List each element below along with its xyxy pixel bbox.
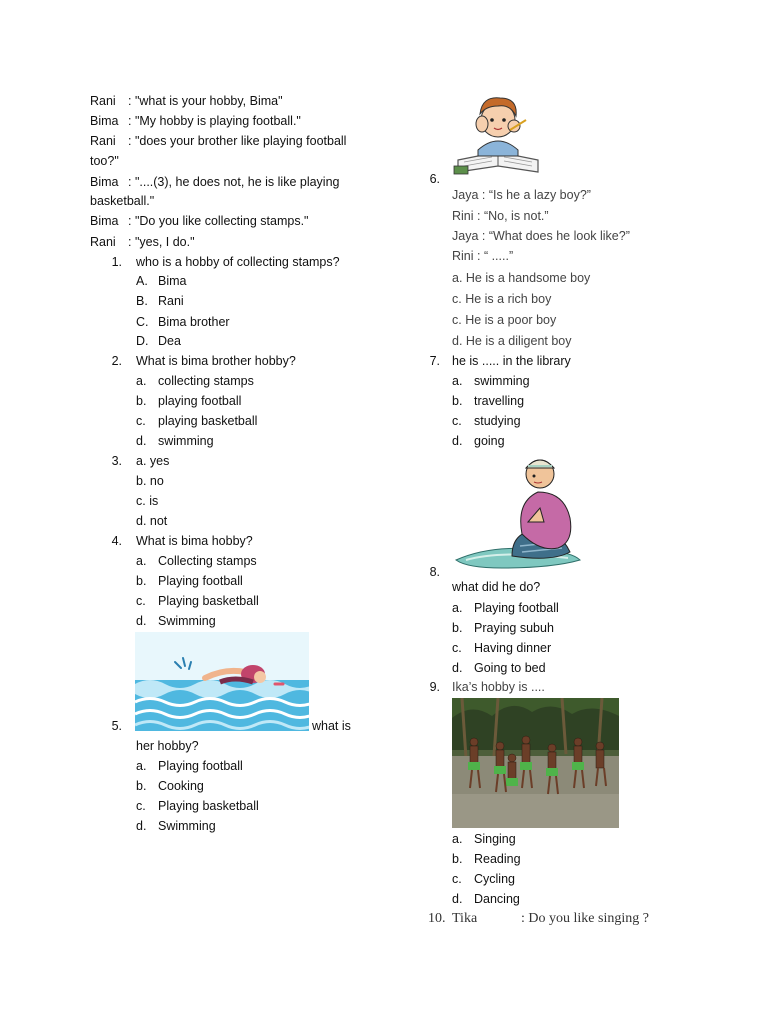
option: a. collecting stamps bbox=[136, 374, 254, 388]
option: c. Playing basketball bbox=[136, 594, 259, 608]
option: c. is bbox=[136, 494, 159, 508]
option: a. He is a handsome boy bbox=[452, 271, 591, 285]
question-text: what did he do? bbox=[452, 580, 541, 594]
studying-boy-image bbox=[452, 90, 544, 178]
question-text: Ika’s hobby is .... bbox=[452, 680, 545, 694]
option: a. Singing bbox=[452, 832, 516, 846]
option: c. playing basketball bbox=[136, 414, 258, 428]
option: a. Playing football bbox=[452, 601, 559, 615]
dialog-line: Rani : "does your brother like playing football bbox=[90, 134, 347, 148]
question-number: 2. bbox=[111, 354, 122, 368]
dialog-line: too?" bbox=[90, 154, 119, 168]
option: d. Swimming bbox=[136, 614, 216, 628]
option: D. Dea bbox=[136, 334, 181, 348]
question-number: 6. bbox=[429, 172, 440, 186]
option: C. Bima brother bbox=[136, 315, 230, 329]
option: A. Bima bbox=[136, 274, 187, 288]
option: c. Having dinner bbox=[452, 641, 552, 655]
praying-boy-image bbox=[452, 452, 582, 570]
option: b. playing football bbox=[136, 394, 242, 408]
dancing-photo-image bbox=[452, 698, 619, 828]
option: c. Playing basketball bbox=[136, 799, 259, 813]
option: b. Praying subuh bbox=[452, 621, 554, 635]
question-number: 8. bbox=[429, 565, 440, 579]
option: d. not bbox=[136, 514, 168, 528]
option: d. Going to bed bbox=[452, 661, 546, 675]
option: d. swimming bbox=[136, 434, 214, 448]
dialog-line: Jaya : “What does he look like?” bbox=[452, 229, 630, 243]
option: d. going bbox=[452, 434, 505, 448]
option: a. Playing football bbox=[136, 759, 243, 773]
option: a. Collecting stamps bbox=[136, 554, 257, 568]
option: b. Reading bbox=[452, 852, 521, 866]
question-text: : Do you like singing ? bbox=[521, 911, 649, 926]
question-text: what is bbox=[312, 719, 351, 733]
question-text: What is bima brother hobby? bbox=[136, 354, 296, 368]
option: c. Cycling bbox=[452, 872, 515, 886]
swimmer-illustration bbox=[135, 632, 309, 731]
dialog-line: Rini : “No, is not.” bbox=[452, 209, 549, 223]
option: B. Rani bbox=[136, 294, 184, 308]
option: d. He is a diligent boy bbox=[452, 334, 572, 348]
question-text: her hobby? bbox=[136, 739, 199, 753]
dialog-line: Rini : “ .....” bbox=[452, 249, 514, 263]
question-number: 10. bbox=[428, 911, 446, 926]
dialog-line: Bima : "Do you like collecting stamps." bbox=[90, 214, 309, 228]
option: a. swimming bbox=[452, 374, 530, 388]
question-number: 7. bbox=[429, 354, 440, 368]
option: b. Playing football bbox=[136, 574, 243, 588]
studying-boy-illustration bbox=[452, 90, 544, 178]
question-number: 9. bbox=[429, 680, 440, 694]
dialog-line: Rani : "yes, I do." bbox=[90, 235, 195, 249]
option: c. He is a rich boy bbox=[452, 292, 552, 306]
speaker-name: Tika bbox=[452, 911, 478, 926]
question-number: 3. bbox=[111, 454, 122, 468]
dialog-line: Bima : "....(3), he does not, he is like playing bbox=[90, 175, 340, 189]
option: c. He is a poor boy bbox=[452, 313, 557, 327]
question-text: he is ..... in the library bbox=[452, 354, 571, 368]
question-text: who is a hobby of collecting stamps? bbox=[136, 255, 340, 269]
option: b. travelling bbox=[452, 394, 525, 408]
dialog-line: basketball." bbox=[90, 194, 155, 208]
question-text: What is bima hobby? bbox=[136, 534, 253, 548]
question-number: 4. bbox=[111, 534, 122, 548]
question-number: 1. bbox=[111, 255, 122, 269]
option: c. studying bbox=[452, 414, 521, 428]
praying-boy-illustration bbox=[452, 452, 582, 570]
option: b. no bbox=[136, 474, 164, 488]
question-number: 5. bbox=[111, 719, 122, 733]
option: a. yes bbox=[136, 454, 170, 468]
option: d. Swimming bbox=[136, 819, 216, 833]
option: b. Cooking bbox=[136, 779, 204, 793]
swimmer-image bbox=[135, 632, 309, 731]
dialog-line: Rani : "what is your hobby, Bima" bbox=[90, 94, 283, 108]
option: d. Dancing bbox=[452, 892, 520, 906]
dancing-photo bbox=[452, 698, 619, 828]
dialog-line: Bima : "My hobby is playing football." bbox=[90, 114, 301, 128]
dialog-line: Jaya : “Is he a lazy boy?” bbox=[452, 188, 591, 202]
